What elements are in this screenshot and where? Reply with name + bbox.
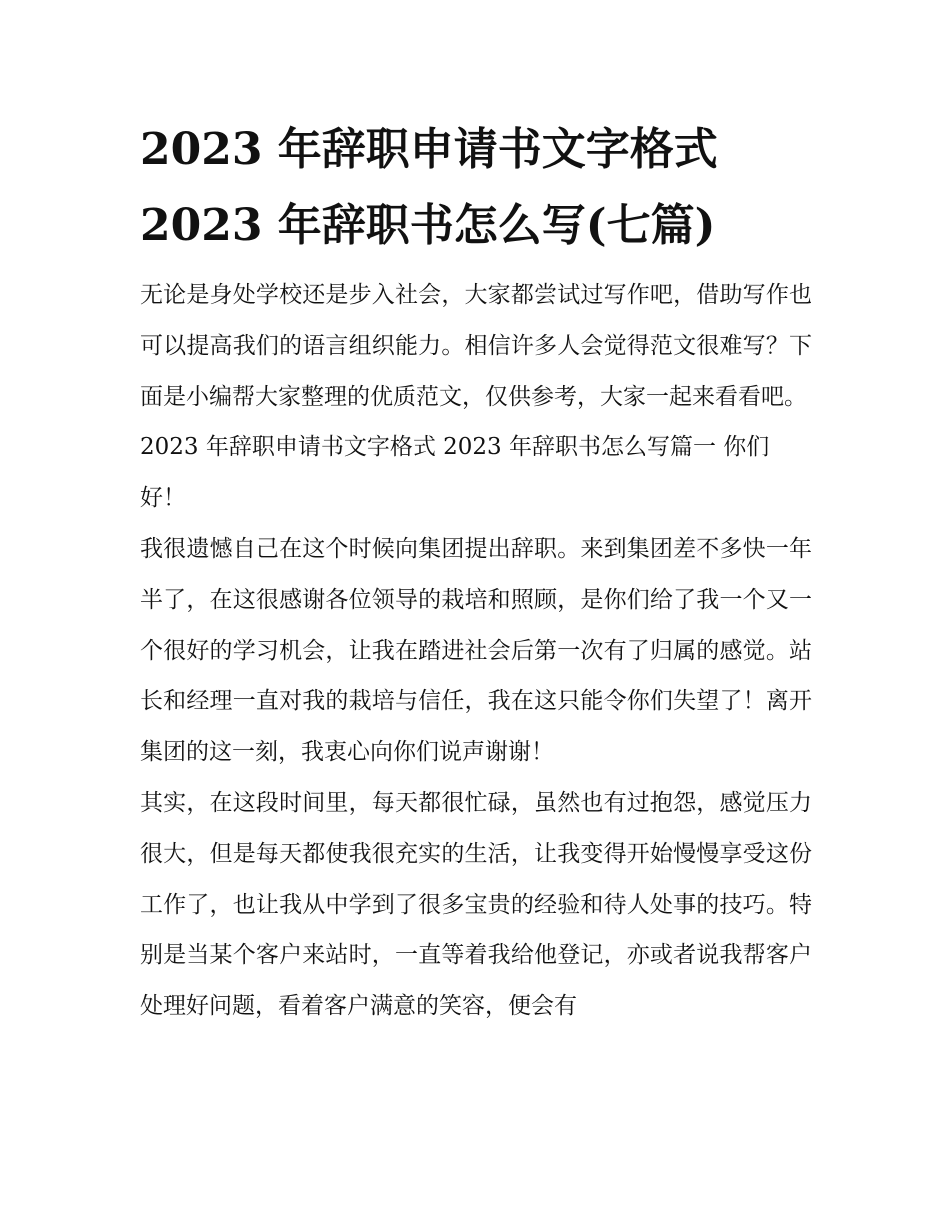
document-page bbox=[140, 112, 812, 1032]
section-heading: 2023 年辞职申请书文字格式 2023 年辞职书怎么写篇一 你们好！ bbox=[140, 434, 770, 512]
title-line-1: 2023 年辞职申请书文字格式 bbox=[140, 124, 718, 175]
document-title bbox=[140, 112, 812, 264]
body-paragraph: 其实，在这段时间里，每天都很忙碌，虽然也有过抱怨，感觉压力很大，但是每天都使我很充实的生活，让我变得开始慢慢享受这份工作了，也让我从中学到了很多宝贵的经验和待人处事的技巧。特别是当某个客户来站时，一直等着我给他登记，亦或者说我帮客户处理好问题，看着客户满意的笑容，便会有 bbox=[140, 789, 812, 1020]
body-paragraph: 我很遗憾自己在这个时候向集团提出辞职。来到集团差不多快一年半了，在这很感谢各位领导的栽培和照顾，是你们给了我一个又一个很好的学习机会，让我在踏进社会后第一次有了归属的感觉。站长和经理一直对我的栽培与信任，我在这只能令你们失望了！离开集团的这一刻，我衷心向你们说声谢谢！ bbox=[140, 535, 812, 766]
title-line-2: 2023 年辞职书怎么写(七篇) bbox=[140, 200, 716, 251]
intro-paragraph: 无论是身处学校还是步入社会，大家都尝试过写作吧，借助写作也可以提高我们的语言组织能力。相信许多人会觉得范文很难写？下面是小编帮大家整理的优质范文，仅供参考，大家一起来看看吧。 bbox=[140, 282, 812, 410]
